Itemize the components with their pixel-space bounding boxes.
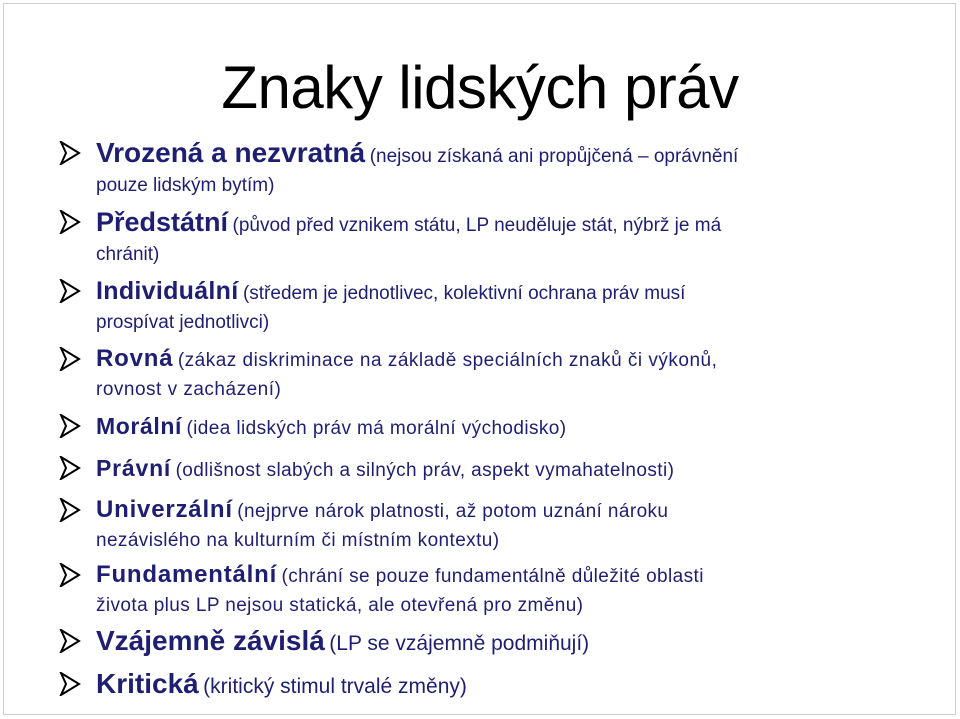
arrow-bullet-icon	[58, 629, 82, 653]
bullet-term: Individuální	[96, 277, 239, 305]
bullet-term: Vrozená a nezvratná	[96, 137, 366, 168]
slide-title: Znaky lidských práv	[221, 54, 739, 121]
arrow-bullet-icon	[58, 141, 82, 165]
bullet-description: (chrání se pouze fundamentálně důležité oblasti	[281, 566, 704, 587]
bullet-item	[58, 205, 918, 266]
bullet-term: Předstátní	[96, 207, 229, 237]
arrow-bullet-icon	[58, 279, 82, 303]
bullet-continuation: rovnost v zacházení)	[96, 379, 282, 400]
bullet-item	[58, 493, 918, 552]
bullet-continuation: prospívat jednotlivci)	[96, 312, 270, 333]
bullet-item	[58, 409, 918, 447]
bullet-description: (odlišnost slabých a silných práv, aspekt vymahatelnosti)	[175, 460, 675, 481]
bullet-term: Kritická	[96, 668, 199, 699]
bullet-list	[58, 136, 918, 707]
bullet-description: (středem je jednotlivec, kolektivní ochrana práv musí	[242, 283, 686, 304]
arrow-bullet-icon	[58, 347, 82, 371]
bullet-description: (nejprve nárok platnosti, až potom uznání nároku	[237, 501, 669, 522]
bullet-continuation: chránit)	[96, 244, 160, 265]
bullet-description: (zákaz diskriminace na základě speciálních znaků či výkonů,	[177, 350, 718, 371]
bullet-term: Morální	[96, 413, 182, 439]
bullet-item	[58, 342, 918, 401]
bullet-description: (nejsou získaná ani propůjčená – oprávnění	[369, 146, 739, 167]
bullet-continuation: života plus LP nejsou statická, ale otevřená pro změnu)	[96, 595, 584, 616]
arrow-bullet-icon	[58, 456, 82, 480]
bullet-item	[58, 451, 918, 489]
bullet-term: Fundamentální	[96, 561, 278, 588]
bullet-description: (kritický stimul trvalé změny)	[203, 675, 467, 698]
arrow-bullet-icon	[58, 414, 82, 438]
bullet-item	[58, 558, 918, 617]
bullet-item	[58, 274, 918, 334]
bullet-continuation: pouze lidským bytím)	[96, 175, 275, 196]
arrow-bullet-icon	[58, 498, 82, 522]
bullet-item	[58, 136, 918, 197]
bullet-term: Rovná	[96, 345, 174, 372]
bullet-term: Univerzální	[96, 496, 233, 523]
bullet-term: Vzájemně závislá	[96, 625, 325, 656]
bullet-description: (idea lidských práv má morální východisko)	[186, 418, 567, 439]
bullet-description: (LP se vzájemně podmiňují)	[329, 632, 590, 655]
bullet-description: (původ před vznikem státu, LP neuděluje stát, nýbrž je má	[232, 215, 722, 236]
bullet-item	[58, 623, 918, 664]
arrow-bullet-icon	[58, 210, 82, 234]
arrow-bullet-icon	[58, 563, 82, 587]
bullet-item	[58, 666, 918, 707]
arrow-bullet-icon	[58, 672, 82, 696]
bullet-term: Právní	[96, 455, 172, 481]
bullet-continuation: nezávislého na kulturním či místním kontextu)	[96, 530, 500, 551]
